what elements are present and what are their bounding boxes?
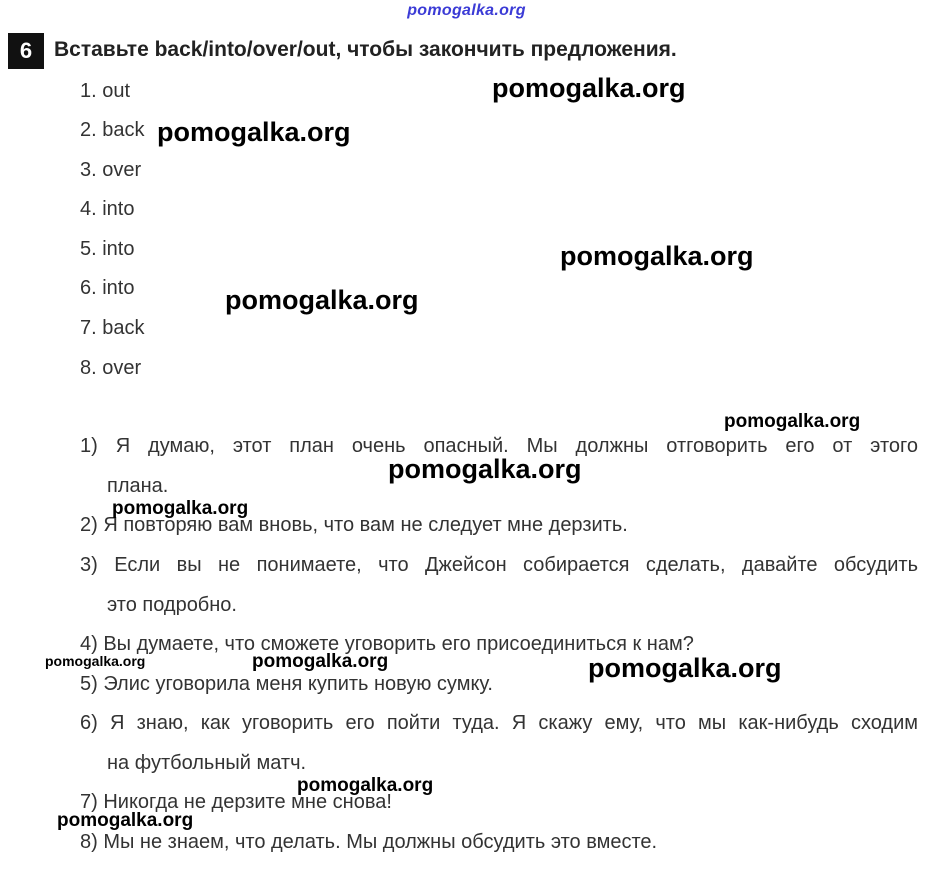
translation-6-line-2: на футбольный матч. [107, 752, 307, 774]
watermark: pomogalka.org [45, 653, 146, 669]
answer-2: 2. back [80, 119, 145, 141]
watermark: pomogalka.org [724, 411, 861, 432]
translation-2: 2) Я повторяю вам вновь, что вам не следует мне дерзить. [80, 514, 628, 536]
answer-8: 8. over [80, 357, 142, 379]
watermark: pomogalka.org [157, 117, 351, 147]
translation-1-line-1: 1) Я думаю, этот план очень опасный. Мы должны отговорить его от этого [80, 435, 918, 457]
exercise-title: Вставьте back/into/over/out, чтобы закончить предложения. [54, 38, 677, 61]
watermark: pomogalka.org [225, 285, 419, 315]
answer-5: 5. into [80, 238, 135, 260]
watermark: pomogalka.org [297, 775, 434, 796]
top-watermark: pomogalka.org [407, 2, 526, 19]
answer-4: 4. into [80, 198, 135, 220]
watermark: pomogalka.org [252, 651, 389, 672]
watermark: pomogalka.org [112, 498, 249, 519]
answer-3: 3. over [80, 159, 142, 181]
translation-1-line-2: плана. [107, 475, 169, 497]
watermark: pomogalka.org [588, 653, 782, 683]
answer-7: 7. back [80, 317, 145, 339]
exercise-number: 6 [8, 33, 44, 69]
translation-4: 4) Вы думаете, что сможете уговорить его присоединиться к нам? [80, 633, 694, 655]
answer-1: 1. out [80, 80, 131, 102]
translation-8: 8) Мы не знаем, что делать. Мы должны обсудить это вместе. [80, 831, 658, 853]
translation-5: 5) Элис уговорила меня купить новую сумку. [80, 673, 493, 695]
answer-6: 6. into [80, 277, 135, 299]
translation-6-line-1: 6) Я знаю, как уговорить его пойти туда. Я скажу ему, что мы как-нибудь сходим [80, 712, 918, 734]
translation-7: 7) Никогда не дерзите мне снова! [80, 791, 392, 813]
watermark: pomogalka.org [388, 454, 582, 484]
watermark: pomogalka.org [492, 73, 686, 103]
translation-3-line-1: 3) Если вы не понимаете, что Джейсон собирается сделать, давайте обсудить [80, 554, 918, 576]
translation-3-line-2: это подробно. [107, 594, 237, 616]
watermark: pomogalka.org [57, 810, 194, 831]
watermark: pomogalka.org [560, 241, 754, 271]
